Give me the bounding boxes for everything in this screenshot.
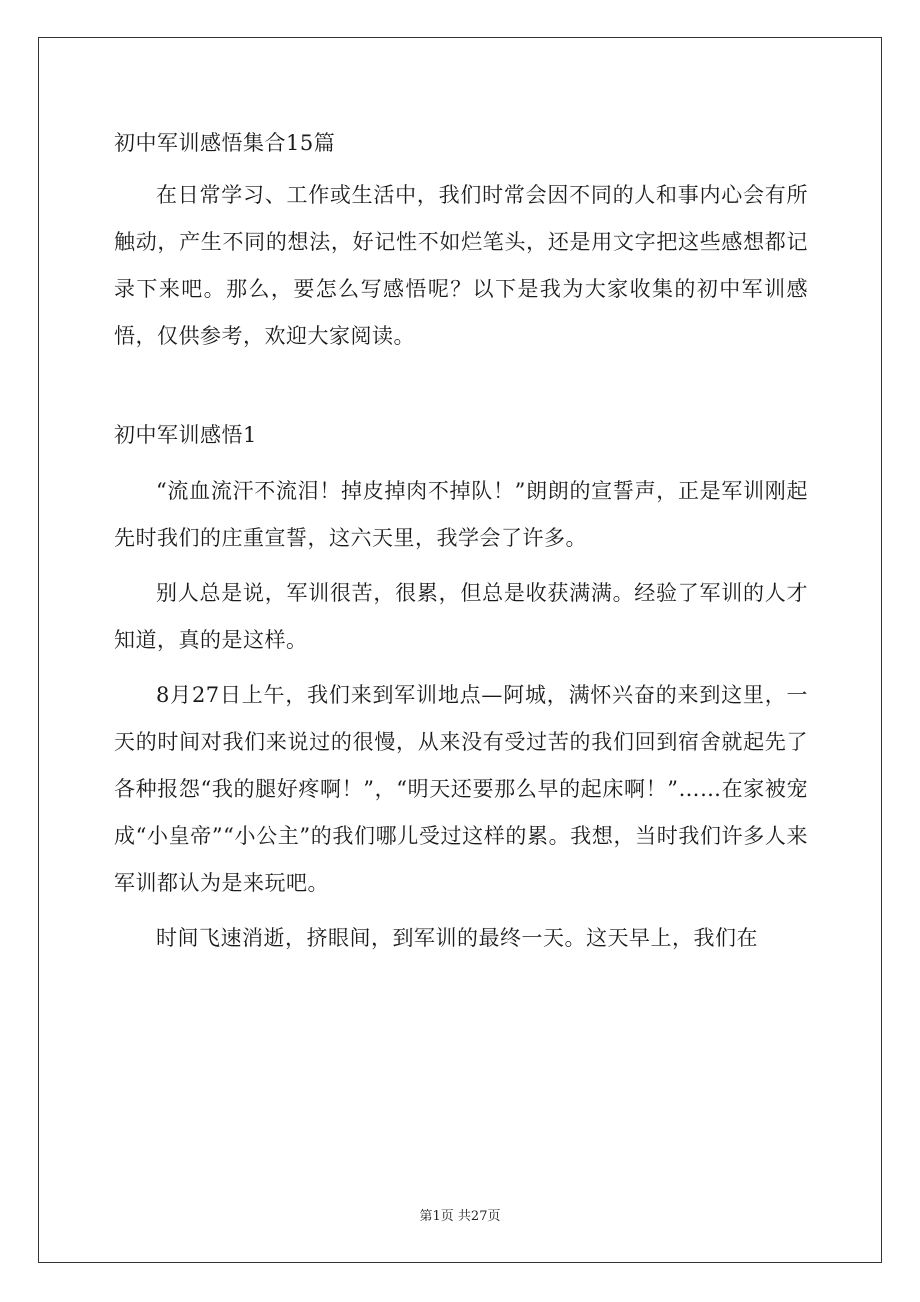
page-number: 第1页 共27页 (419, 1209, 501, 1224)
document-title: 初中军训感悟集合15篇 (114, 131, 336, 155)
section-title: 初中军训感悟1 (114, 423, 257, 447)
intro-paragraph: 在日常学习、工作或生活中，我们时常会因不同的人和事内心会有所触动，产生不同的想法，好记性不如烂笔头，还是用文字把这些感想都记录下来吧。那么，要怎么写感悟呢？以下是我为大家收集的初中军训感悟，仅供参考，欢迎大家阅读。 (114, 183, 808, 348)
body-paragraph-4: 时间飞速消逝，挤眼间，到军训的最终一天。这天早上，我们在 (156, 926, 758, 950)
document-body (114, 122, 808, 962)
body-paragraph-3: 8月27日上午，我们来到军训地点—阿城，满怀兴奋的来到这里，一天的时间对我们来说过的很慢，从来没有受过苦的我们回到宿舍就起先了各种报怨“我的腿好疼啊！”，“明天还要那么早的起床啊！”……在家被宠成“小皇帝”“小公主”的我们哪儿受过这样的累。我想，当时我们许多人来军训都认为是来玩吧。 (114, 683, 808, 895)
body-paragraph-2: 别人总是说，军训很苦，很累，但总是收获满满。经验了军训的人才知道，真的是这样。 (114, 581, 808, 652)
body-paragraph-1: “流血流汗不流泪！掉皮掉肉不掉队！”朗朗的宣誓声，正是军训刚起先时我们的庄重宣誓，这六天里，我学会了许多。 (114, 479, 808, 550)
